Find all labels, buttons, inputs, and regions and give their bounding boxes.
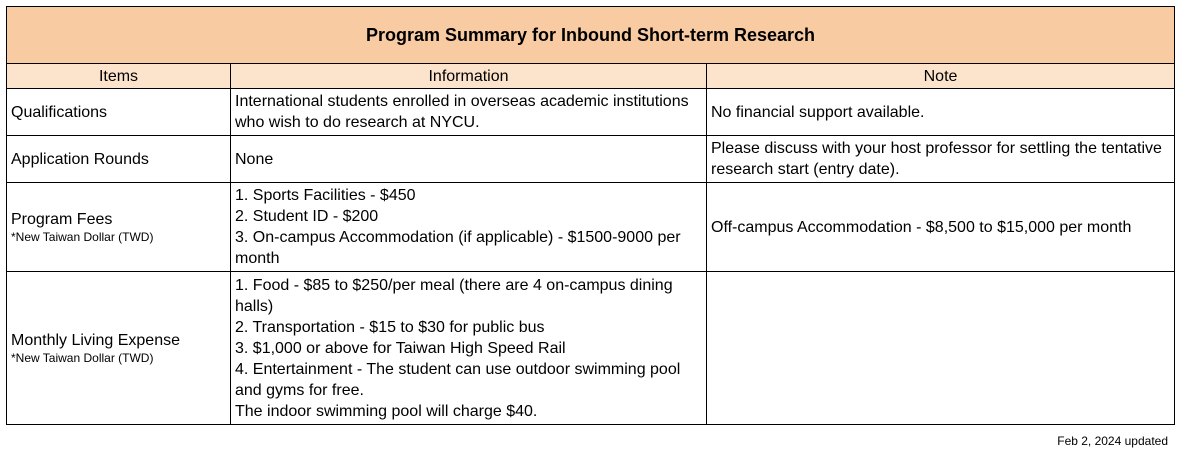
item-cell-program-fees: [7, 183, 231, 272]
info-program-fees: [231, 183, 707, 272]
table-row-qualifications: [7, 89, 1175, 136]
list-item: 2. Student ID - $200: [235, 208, 379, 225]
table-row-application-rounds: [7, 136, 1175, 183]
list-item: 3. On-campus Accommodation (if applicable) - $1500-9000 per month: [235, 229, 681, 267]
info-application-rounds: None: [231, 136, 707, 183]
title-row: [7, 7, 1175, 64]
list-item: 3. $1,000 or above for Taiwan High Speed Rail: [235, 339, 566, 357]
header-row: [7, 64, 1175, 89]
table-title: Program Summary for Inbound Short-term Research: [7, 7, 1175, 64]
list-item: 1. Food - $85 to $250/per meal (there are 4 on-campus dining halls): [235, 276, 673, 315]
item-cell-monthly-living-expense: [7, 272, 231, 425]
item-monthly-living-expense: Monthly Living Expense: [11, 332, 180, 349]
list-item: 1. Sports Facilities - $450: [235, 187, 416, 204]
program-summary-table: [6, 6, 1175, 425]
item-program-fees: Program Fees: [11, 211, 113, 228]
table-row-program-fees: [7, 183, 1175, 272]
info-qualifications: International students enrolled in overseas academic institutions who wish to do research at NYCU.: [231, 89, 707, 136]
table-row-monthly-living-expense: [7, 272, 1175, 425]
updated-date: Feb 2, 2024 updated: [1057, 434, 1168, 448]
note-application-rounds: Please discuss with your host professor for settling the tentative research start (entry date).: [707, 136, 1175, 183]
item-qualifications: Qualifications: [7, 89, 231, 136]
list-item: 2. Transportation - $15 to $30 for public bus: [235, 318, 545, 336]
item-application-rounds: Application Rounds: [7, 136, 231, 183]
list-item: 4. Entertainment - The student can use outdoor swimming pool and gyms for free.: [235, 360, 681, 399]
note-program-fees: Off-campus Accommodation - $8,500 to $15,000 per month: [707, 183, 1175, 272]
note-qualifications: No financial support available.: [707, 89, 1175, 136]
info-monthly-living-expense: [231, 272, 707, 425]
item-note-program-fees: *New Taiwan Dollar (TWD): [11, 230, 154, 244]
list-item: The indoor swimming pool will charge $40.: [235, 402, 538, 420]
header-information: Information: [231, 64, 707, 89]
header-note: Note: [707, 64, 1175, 89]
header-items: Items: [7, 64, 231, 89]
note-monthly-living-expense: [707, 272, 1175, 425]
item-note-monthly-living-expense: *New Taiwan Dollar (TWD): [11, 351, 154, 365]
